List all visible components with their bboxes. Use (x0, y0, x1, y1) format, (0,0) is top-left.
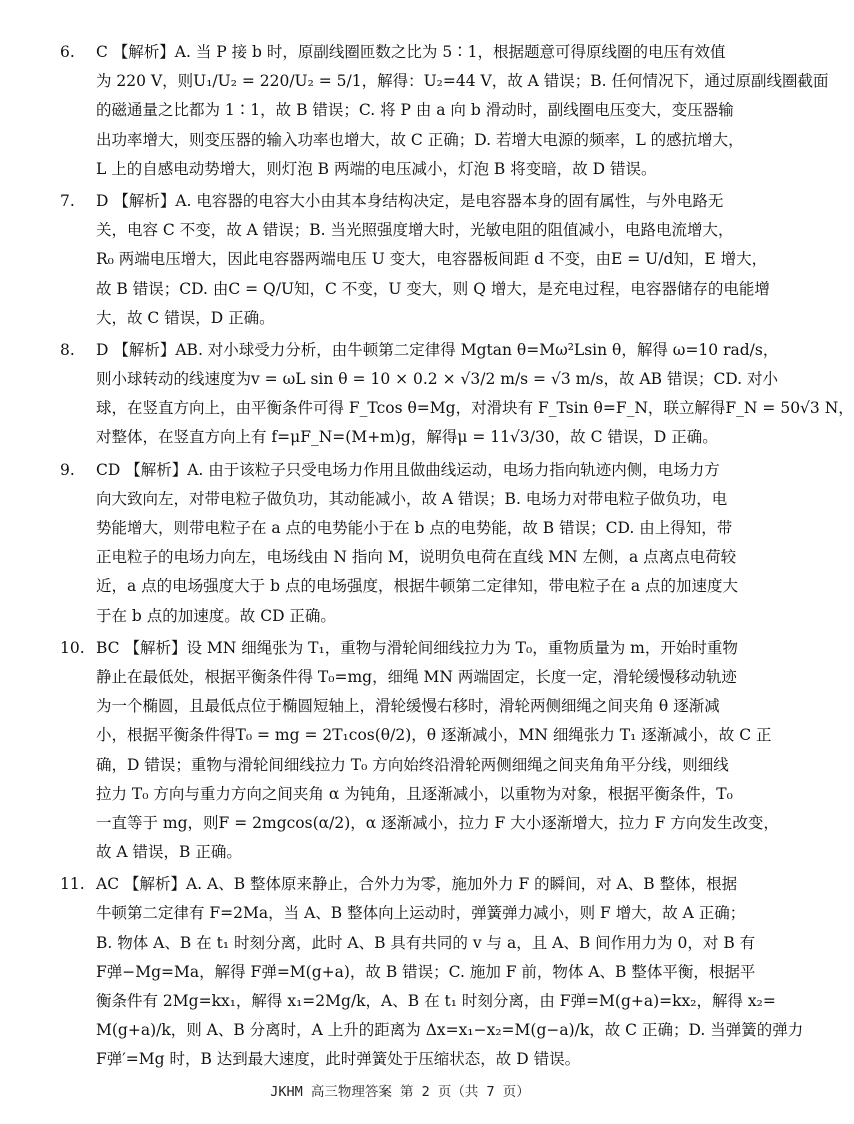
question-number: 10. (60, 638, 85, 657)
answer-text-line: 为一个椭圆，且最低点位于椭圆短轴上，滑轮缓慢右移时，滑轮两侧细绳之间夹角 θ 逐渐减 (96, 697, 720, 716)
answer-item (60, 456, 756, 631)
answer-text-line: D 【解析】AB. 对小球受力分析，由牛顿第二定律得 Mgtan θ=Mω²Lsin θ，解得 ω=10 rad/s， (96, 340, 779, 359)
page-footer: JKHM 高三物理答案 第 2 页（共 7 页） (270, 1084, 530, 1100)
answer-text-line: D 【解析】A. 电容器的电容大小由其本身结构决定，是电容器本身的固有属性，与外电路无 (96, 191, 724, 210)
answer-text-line: 拉力 T₀ 方向与重力方向之间夹角 α 为钝角，且逐渐减小，以重物为对象，根据平衡条件，T₀ (96, 784, 733, 803)
answer-text-line: 对整体，在竖直方向上有 f=μF_N=(M+m)g，解得μ = 11√3/30，故 C 错误，D 正确。 (96, 428, 718, 447)
answer-text-line: 故 A 错误，B 正确。 (96, 843, 242, 862)
answer-text-line: F弹−Mg=Ma，解得 F弹=M(g+a)，故 B 错误；C. 施加 F 前，物体 A、B 整体平衡，根据平 (96, 962, 756, 981)
answer-text-line: 静止在最低处，根据平衡条件得 T₀=mg，细绳 MN 两端固定，长度一定，滑轮缓慢移动轨迹 (96, 667, 737, 686)
answer-item (60, 336, 854, 453)
answer-text-line: B. 物体 A、B 在 t₁ 时刻分离，此时 A、B 具有共同的 v 与 a，且 A、B 间作用力为 0，对 B 有 (96, 933, 756, 952)
answer-text-line: AC 【解析】A. A、B 整体原来静止，合外力为零，施加外力 F 的瞬间，对 A、B 整体，根据 (96, 875, 738, 894)
answer-text-line: 小，根据平衡条件得T₀ = mg = 2T₁cos(θ/2)，θ 逐渐减小，MN 细绳张力 T₁ 逐渐减小，故 C 正 (96, 726, 772, 745)
answer-text-line: F弹′=Mg 时，B 达到最大速度，此时弹簧处于压缩状态，故 D 错误。 (96, 1050, 581, 1069)
answer-text-line: CD 【解析】A. 由于该粒子只受电场力作用且做曲线运动，电场力指向轨迹内侧，电场力方 (96, 460, 720, 479)
question-number: 11. (60, 875, 85, 894)
question-number: 9. (60, 460, 75, 479)
answer-list (60, 38, 854, 1078)
answer-text-line: 则小球转动的线速度为v = ωL sin θ = 10 × 0.2 × √3/2 m/s = √3 m/s，故 AB 错误；CD. 对小 (96, 370, 779, 389)
answer-text-line: 的磁通量之比都为 1∶1，故 B 错误；C. 将 P 由 a 向 b 滑动时，副线圈电压变大，变压器输 (96, 101, 734, 120)
answer-text-line: 牛顿第二定律有 F=2Ma，当 A、B 整体向上运动时，弹簧弹力减小，则 F 增大，故 A 正确； (96, 904, 746, 923)
answer-text-line: 出功率增大，则变压器的输入功率也增大，故 C 正确；D. 若增大电源的频率，L 的感抗增大， (96, 130, 744, 149)
answer-text-line: 球，在竖直方向上，由平衡条件可得 F_Tcos θ=Mg，对滑块有 F_Tsin θ=F_N，联立解得F_N = 50√3 N， (96, 399, 854, 418)
question-number: 7. (60, 191, 75, 210)
answer-item (60, 634, 779, 868)
answer-item (60, 187, 770, 333)
answer-text-line: 正电粒子的电场力向左，电场线由 N 指向 M，说明负电荷在直线 MN 左侧，a 点离点电荷较 (96, 548, 737, 567)
answer-text-line: 关，电容 C 不变，故 A 错误；B. 当光照强度增大时，光敏电阻的阻值减小，电路电流增大， (96, 221, 734, 240)
answer-text-line: 为 220 V，则U₁/U₂ = 220/U₂ = 5/1，解得：U₂=44 V，故 A 错误；B. 任何情况下，通过原副线圈截面 (96, 72, 829, 91)
answer-text-line: M(g+a)/k，则 A、B 分离时，A 上升的距离为 Δx=x₁−x₂=M(g−a)/k，故 C 正确；D. 当弹簧的弹力 (96, 1021, 804, 1040)
answer-text-line: 确，D 错误；重物与滑轮间细线拉力 T₀ 方向始终沿滑轮两侧细绳之间夹角角平分线，则细线 (96, 755, 729, 774)
answer-text-line: 一直等于 mg，则F = 2mgcos(α/2)，α 逐渐减小，拉力 F 大小逐渐增大，拉力 F 方向发生改变， (96, 813, 779, 832)
question-number: 6. (60, 43, 75, 61)
answer-text-line: C 【解析】A. 当 P 接 b 时，原副线圈匝数之比为 5∶1，根据题意可得原线圈的电压有效值 (96, 43, 726, 61)
answer-text-line: 势能增大，则带电粒子在 a 点的电势能小于在 b 点的电势能，故 B 错误；CD. 由上得知，带 (96, 519, 733, 537)
answer-item (60, 870, 804, 1074)
answer-text-line: 向大致向左，对带电粒子做负功，其动能减小，故 A 错误；B. 电场力对带电粒子做负功，电 (96, 489, 728, 508)
answer-text-line: 衡条件有 2Mg=kx₁，解得 x₁=2Mg/k，A、B 在 t₁ 时刻分离，由 F弹=M(g+a)=kx₂，解得 x₂= (96, 992, 776, 1010)
question-number: 8. (60, 340, 75, 359)
answer-item (60, 38, 829, 184)
answer-text-line: 故 B 错误；CD. 由C = Q/U知，C 不变，U 变大，则 Q 增大，是充电过程，电容器储存的电能增 (96, 279, 770, 298)
answer-text-line: 于在 b 点的加速度。故 CD 正确。 (96, 606, 336, 625)
answer-text-line: R₀ 两端电压增大，因此电容器两端电压 U 变大，电容器板间距 d 不变，由E = U/d知，E 增大， (96, 250, 768, 269)
answer-text-line: 大，故 C 错误，D 正确。 (96, 308, 275, 327)
answer-text-line: 近，a 点的电场强度大于 b 点的电场强度，根据牛顿第二定律知，带电粒子在 a 点的加速度大 (96, 577, 739, 596)
answer-text-line: L 上的自感电动势增大，则灯泡 B 两端的电压减小，灯泡 B 将变暗，故 D 错误。 (96, 159, 657, 178)
answer-text-line: BC 【解析】设 MN 细绳张为 T₁，重物与滑轮间细线拉力为 T₀，重物质量为 m，开始时重物 (96, 638, 738, 657)
